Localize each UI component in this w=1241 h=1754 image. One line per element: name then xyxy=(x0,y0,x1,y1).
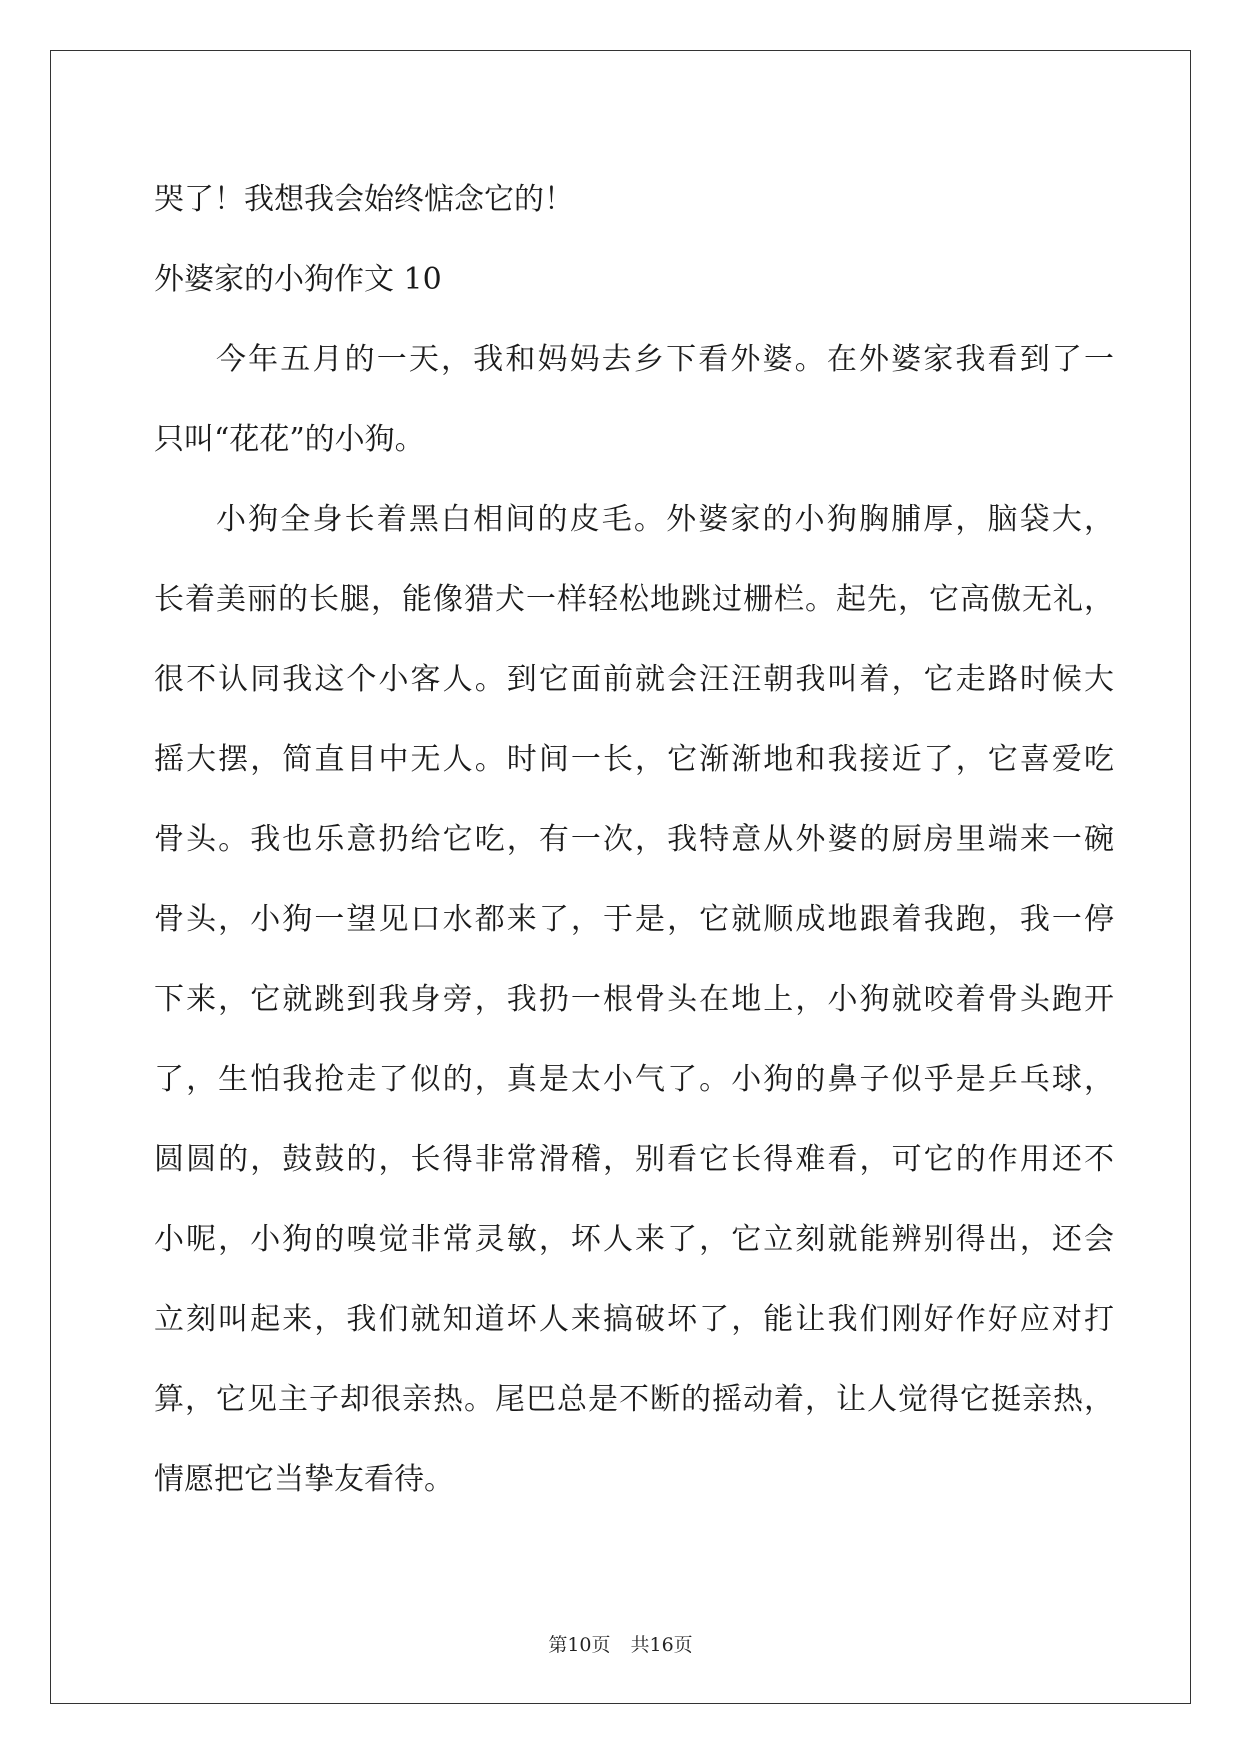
text-line: 了，生怕我抢走了似的，真是太小气了。小狗的鼻子似乎是乒乓球， xyxy=(154,1062,1114,1097)
text-line: 骨头。我也乐意扔给它吃，有一次，我特意从外婆的厨房里端来一碗 xyxy=(154,822,1114,857)
document-body xyxy=(154,160,1114,1520)
text-line: 只叫“花花”的小狗。 xyxy=(154,422,425,457)
text-line: 情愿把它当挚友看待。 xyxy=(154,1462,454,1497)
text-line: 小呢，小狗的嗅觉非常灵敏，坏人来了，它立刻就能辨别得出，还会 xyxy=(154,1222,1114,1257)
text-line: 圆圆的，鼓鼓的，长得非常滑稽，别看它长得难看，可它的作用还不 xyxy=(154,1142,1114,1177)
section-heading: 外婆家的小狗作文 10 xyxy=(154,262,442,297)
text-line: 立刻叫起来，我们就知道坏人来搞破坏了，能让我们刚好作好应对打 xyxy=(154,1302,1114,1337)
text-line: 骨头，小狗一望见口水都来了，于是，它就顺成地跟着我跑，我一停 xyxy=(154,902,1114,937)
text-line: 小狗全身长着黑白相间的皮毛。外婆家的小狗胸脯厚，脑袋大， xyxy=(216,502,1114,537)
page-total: 共16页 xyxy=(630,1634,693,1656)
text-line: 算，它见主子却很亲热。尾巴总是不断的摇动着，让人觉得它挺亲热， xyxy=(154,1382,1114,1417)
page-number: 第10页 xyxy=(548,1634,611,1656)
text-line: 下来，它就跳到我身旁，我扔一根骨头在地上，小狗就咬着骨头跑开 xyxy=(154,982,1114,1017)
text-line: 长着美丽的长腿，能像猎犬一样轻松地跳过栅栏。起先，它高傲无礼， xyxy=(154,582,1114,617)
text-line: 摇大摆，简直目中无人。时间一长，它渐渐地和我接近了，它喜爱吃 xyxy=(154,742,1114,777)
text-line: 哭了！我想我会始终惦念它的！ xyxy=(154,182,574,217)
text-line: 很不认同我这个小客人。到它面前就会汪汪朝我叫着，它走路时候大 xyxy=(154,662,1114,697)
page-footer xyxy=(0,1630,1241,1657)
text-line: 今年五月的一天，我和妈妈去乡下看外婆。在外婆家我看到了一 xyxy=(216,342,1114,377)
